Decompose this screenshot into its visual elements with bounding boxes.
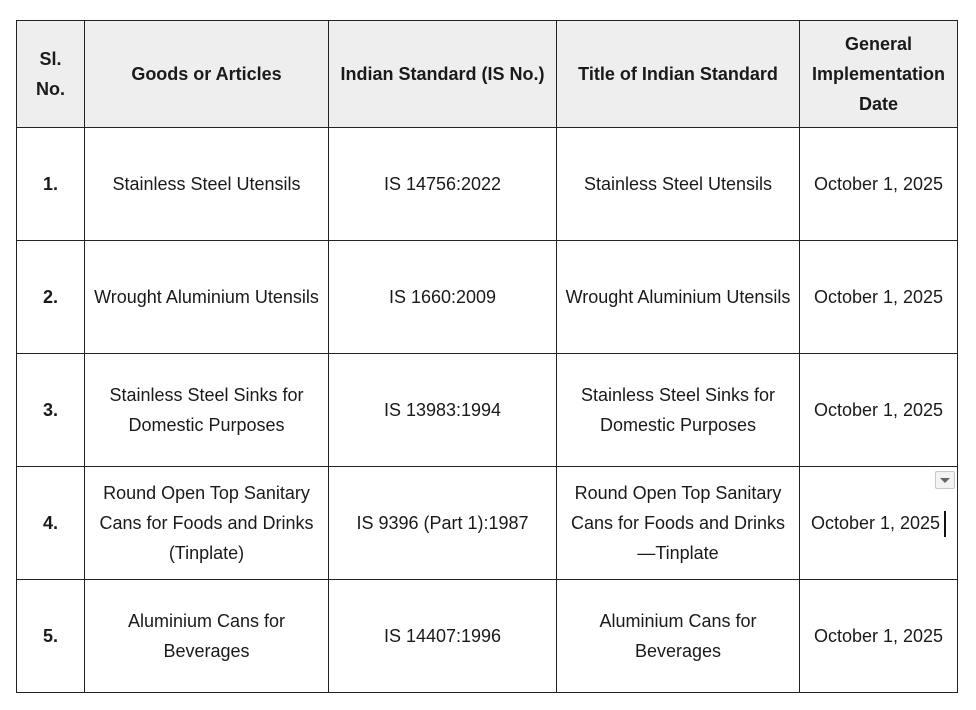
cell-sl-no[interactable]: 3. (17, 354, 85, 467)
cell-goods[interactable]: Stainless Steel Utensils (85, 128, 329, 241)
cell-sl-no[interactable]: 2. (17, 241, 85, 354)
cell-implementation-date[interactable] (800, 580, 958, 693)
cell-implementation-date-text: October 1, 2025 (813, 287, 944, 307)
cell-title[interactable]: Wrought Aluminium Utensils (557, 241, 800, 354)
cell-is-number[interactable]: IS 9396 (Part 1):1987 (329, 467, 557, 580)
cell-implementation-date-active[interactable] (800, 467, 958, 580)
cell-goods[interactable]: Stainless Steel Sinks for Domestic Purposes (85, 354, 329, 467)
cell-title[interactable]: Stainless Steel Sinks for Domestic Purposes (557, 354, 800, 467)
cell-is-number[interactable]: IS 14407:1996 (329, 580, 557, 693)
cell-implementation-date-text: October 1, 2025 (810, 513, 941, 533)
standards-table (16, 20, 958, 693)
table-row (17, 241, 958, 354)
cell-implementation-date-text: October 1, 2025 (813, 400, 944, 420)
cell-goods[interactable]: Wrought Aluminium Utensils (85, 241, 329, 354)
cell-goods[interactable]: Aluminium Cans for Beverages (85, 580, 329, 693)
cell-is-number[interactable]: IS 1660:2009 (329, 241, 557, 354)
table-row (17, 128, 958, 241)
header-title-of-indian-standard[interactable]: Title of Indian Standard (557, 21, 800, 128)
cell-implementation-date[interactable] (800, 354, 958, 467)
table-row (17, 354, 958, 467)
standards-table-container (16, 20, 958, 693)
header-goods-or-articles[interactable]: Goods or Articles (85, 21, 329, 128)
cell-dropdown-button[interactable] (935, 471, 955, 489)
cell-sl-no[interactable]: 5. (17, 580, 85, 693)
chevron-down-icon (940, 478, 950, 483)
cell-sl-no[interactable]: 1. (17, 128, 85, 241)
header-row (17, 21, 958, 128)
cell-title[interactable]: Stainless Steel Utensils (557, 128, 800, 241)
cell-implementation-date-text: October 1, 2025 (813, 174, 944, 194)
cell-implementation-date[interactable] (800, 241, 958, 354)
cell-is-number[interactable]: IS 13983:1994 (329, 354, 557, 467)
cell-title[interactable]: Aluminium Cans for Beverages (557, 580, 800, 693)
cell-implementation-date-text: October 1, 2025 (813, 626, 944, 646)
table-row (17, 467, 958, 580)
cell-implementation-date[interactable] (800, 128, 958, 241)
header-sl-no[interactable]: Sl. No. (17, 21, 85, 128)
cell-goods[interactable]: Round Open Top Sanitary Cans for Foods and Drinks (Tinplate) (85, 467, 329, 580)
table-row (17, 580, 958, 693)
cell-title[interactable]: Round Open Top Sanitary Cans for Foods and Drinks—Tinplate (557, 467, 800, 580)
header-indian-standard-number[interactable]: Indian Standard (IS No.) (329, 21, 557, 128)
cell-sl-no[interactable]: 4. (17, 467, 85, 580)
cell-is-number[interactable]: IS 14756:2022 (329, 128, 557, 241)
text-cursor (944, 511, 946, 537)
header-general-implementation-date[interactable]: General Implementation Date (800, 21, 958, 128)
